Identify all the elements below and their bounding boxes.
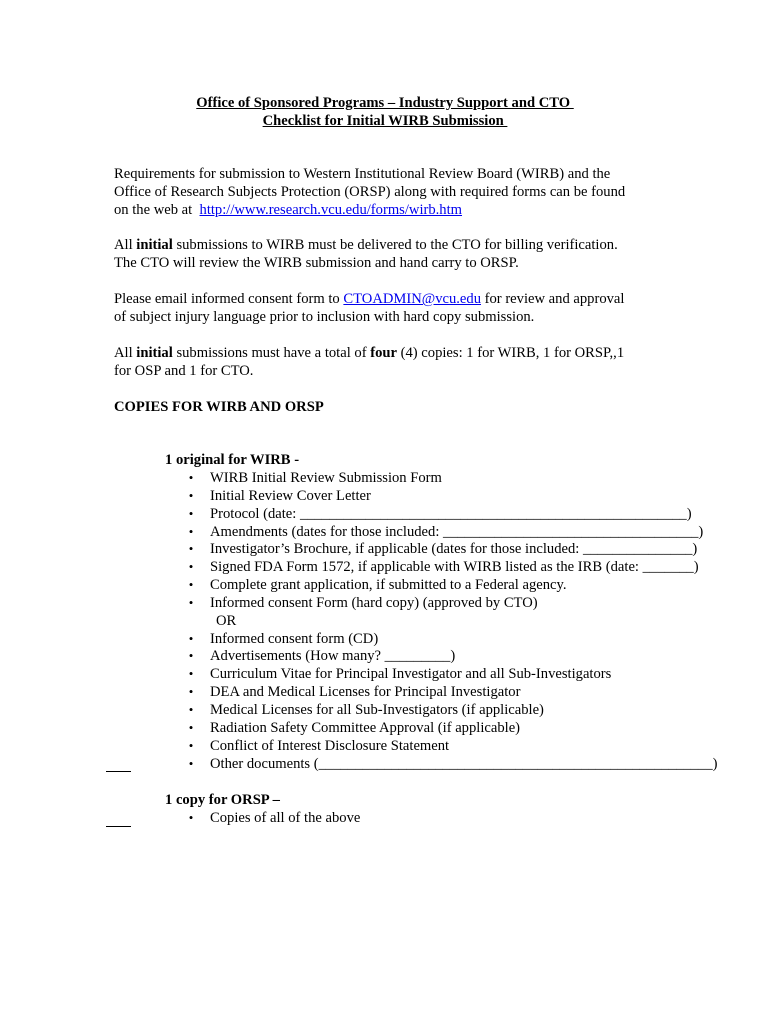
billing-line-1 xyxy=(114,236,674,254)
copies-emphasis-initial: initial xyxy=(136,345,173,361)
list-item xyxy=(186,558,726,576)
billing-line-1-rest: submissions to WIRB must be delivered to the CTO for billing verification. xyxy=(172,237,618,253)
list-item-text: Informed consent Form (hard copy) (approved by CTO) xyxy=(210,594,538,611)
list-item xyxy=(186,719,726,737)
intro-line-3-prefix: on the web at xyxy=(114,202,200,218)
list-item xyxy=(186,505,726,523)
bullet-icon: • xyxy=(188,701,194,717)
copies-paragraph xyxy=(114,344,674,380)
bullet-icon: • xyxy=(188,559,194,575)
bullet-icon: • xyxy=(188,487,194,503)
checkoff-blank-line xyxy=(106,826,131,827)
billing-line-2: The CTO will review the WIRB submission and hand carry to ORSP. xyxy=(114,255,519,271)
consent-prefix: Please email informed consent form to xyxy=(114,291,344,307)
intro-paragraph xyxy=(114,165,674,219)
bullet-icon: • xyxy=(188,737,194,753)
orsp-checklist xyxy=(186,809,726,827)
list-item xyxy=(186,701,726,719)
checkoff-blank-line xyxy=(106,771,131,772)
list-item-text: Informed consent form (CD) xyxy=(210,630,379,647)
list-item-text: Advertisements (How many? _________) xyxy=(210,648,456,665)
list-item-text: Radiation Safety Committee Approval (if applicable) xyxy=(210,719,521,736)
intro-line-3 xyxy=(114,201,674,219)
bullet-icon: • xyxy=(188,594,194,610)
billing-emphasis: initial xyxy=(136,237,173,253)
bullet-icon: • xyxy=(188,541,194,557)
list-item xyxy=(186,630,726,648)
list-item xyxy=(186,665,726,683)
list-item xyxy=(186,523,726,541)
list-item-text: Curriculum Vitae for Principal Investigator and all Sub-Investigators xyxy=(210,666,612,683)
list-item xyxy=(186,809,726,827)
copies-line-1-rest: (4) copies: 1 for WIRB, 1 for ORSP,,1 xyxy=(396,345,625,361)
orsp-heading xyxy=(165,791,280,809)
document-subtitle: Checklist for Initial WIRB Submission xyxy=(262,113,508,129)
consent-line-1 xyxy=(114,290,674,308)
consent-paragraph xyxy=(114,290,674,326)
list-item xyxy=(186,647,726,665)
wirb-heading-text: 1 original for WIRB xyxy=(165,452,291,468)
list-item xyxy=(186,755,726,773)
list-item xyxy=(186,737,726,755)
list-item-text: Complete grant application, if submitted to a Federal agency. xyxy=(210,577,567,594)
list-item-text: Investigator’s Brochure, if applicable (dates for those included: _______________) xyxy=(210,541,698,558)
bullet-icon: • xyxy=(188,810,194,825)
list-item-text: Amendments (dates for those included: ___________________________________) xyxy=(210,523,704,540)
copies-prefix: All xyxy=(114,345,137,361)
list-item xyxy=(186,469,726,487)
list-item-text: Other documents (______________________________________________________) xyxy=(210,755,718,772)
orsp-heading-suffix: – xyxy=(268,792,280,808)
bullet-icon: • xyxy=(188,666,194,682)
copies-mid: submissions must have a total of xyxy=(172,345,371,361)
list-item xyxy=(186,683,726,701)
list-item-text: WIRB Initial Review Submission Form xyxy=(210,470,442,486)
list-item-text: Copies of all of the above xyxy=(210,810,361,826)
bullet-icon: • xyxy=(188,470,194,485)
billing-prefix: All xyxy=(114,237,137,253)
bullet-icon: • xyxy=(188,755,194,771)
list-item xyxy=(186,540,726,558)
bullet-icon: • xyxy=(188,630,194,646)
list-item-text: Medical Licenses for all Sub-Investigators (if applicable) xyxy=(210,701,544,718)
billing-paragraph xyxy=(114,236,674,272)
consent-line-2: of subject injury language prior to inclusion with hard copy submission. xyxy=(114,309,535,325)
list-item xyxy=(186,487,726,505)
orsp-heading-text: 1 copy for ORSP xyxy=(165,792,269,808)
list-item-text: Initial Review Cover Letter xyxy=(210,487,371,504)
or-text: OR xyxy=(216,612,237,629)
list-item-text: Protocol (date: _____________________________________________________) xyxy=(210,505,692,522)
list-item-text: DEA and Medical Licenses for Principal Investigator xyxy=(210,684,521,701)
bullet-icon: • xyxy=(188,523,194,539)
list-item xyxy=(186,594,726,612)
consent-line-1-rest: for review and approval xyxy=(481,291,625,307)
copies-line-1 xyxy=(114,344,674,362)
ctoadmin-email-link[interactable]: CTOADMIN@vcu.edu xyxy=(343,291,481,307)
list-item-text: Signed FDA Form 1572, if applicable with WIRB listed as the IRB (date: _______) xyxy=(210,559,699,576)
wirb-heading xyxy=(165,451,299,469)
wirb-forms-link[interactable]: http://www.research.vcu.edu/forms/wirb.htm xyxy=(199,202,463,218)
section-heading: COPIES FOR WIRB AND ORSP xyxy=(114,399,324,415)
document-title: Office of Sponsored Programs – Industry Support and CTO xyxy=(196,95,574,111)
intro-line-1: Requirements for submission to Western Institutional Review Board (WIRB) and the xyxy=(114,166,611,182)
bullet-icon: • xyxy=(188,684,194,700)
copies-emphasis-four: four xyxy=(370,345,397,361)
wirb-checklist xyxy=(186,469,726,772)
bullet-icon: • xyxy=(188,719,194,735)
bullet-icon: • xyxy=(188,577,194,593)
bullet-icon: • xyxy=(188,648,194,664)
bullet-icon: • xyxy=(188,505,194,521)
copies-line-2: for OSP and 1 for CTO. xyxy=(114,363,254,379)
list-item-text: Conflict of Interest Disclosure Statement xyxy=(210,737,450,754)
wirb-heading-suffix: - xyxy=(290,452,300,468)
or-separator xyxy=(186,612,726,630)
intro-line-2: Office of Research Subjects Protection (ORSP) along with required forms can be found xyxy=(114,184,626,200)
list-item xyxy=(186,576,726,594)
